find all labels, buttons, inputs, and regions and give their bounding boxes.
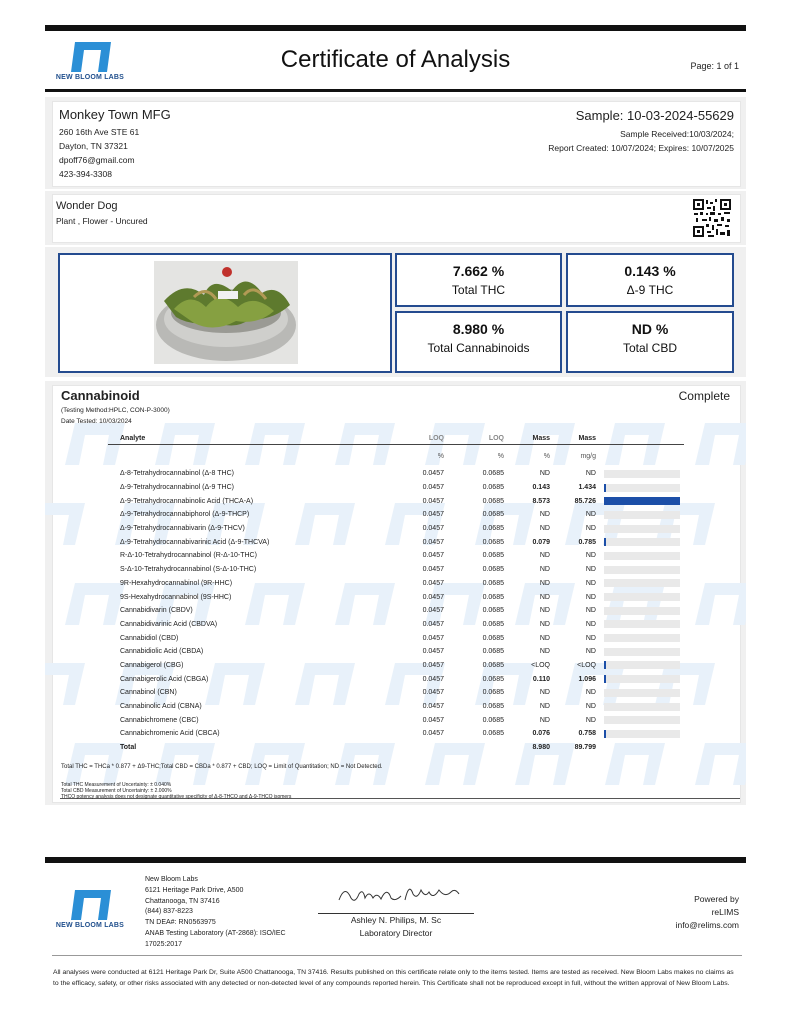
analyte-loq: 0.0685	[482, 484, 504, 492]
kpi-d9-thc	[566, 253, 734, 307]
analyte-name: Cannabinol (CBN)	[120, 689, 177, 697]
analyte-bar-fill	[604, 661, 606, 669]
signature-image	[335, 880, 465, 908]
analyte-bar-cell	[596, 577, 684, 591]
analyte-lod: 0.0457	[422, 470, 444, 478]
unit-loq: %	[497, 452, 504, 460]
analyte-mass-pct: 0.110	[532, 675, 550, 683]
analyte-name: Cannabichromenic Acid (CBCA)	[120, 730, 220, 738]
analyte-bar-track	[604, 661, 680, 669]
kpi-d9-thc-value: 0.143 %	[624, 263, 676, 279]
analyte-loq: 0.0685	[482, 675, 504, 683]
header-rule	[45, 89, 746, 92]
analyte-bar-track	[604, 703, 680, 711]
analyte-name: R-Δ-10-Tetrahydrocannabinol (R-Δ-10-THC)	[120, 552, 257, 560]
analyte-loq: 0.0685	[482, 566, 504, 574]
top-rule	[45, 25, 746, 31]
analyte-lod: 0.0457	[422, 716, 444, 724]
analyte-mass-mg: ND	[585, 634, 596, 642]
analyte-bar-cell	[596, 645, 684, 659]
table-row	[108, 549, 684, 563]
header-mass-mg: Mass	[550, 432, 596, 445]
analyte-lod: 0.0457	[422, 538, 444, 546]
analyte-lod: 0.0457	[422, 593, 444, 601]
table-row	[108, 604, 684, 618]
product-type: Plant , Flower - Uncured	[56, 216, 148, 226]
analyte-mass-pct: ND	[539, 511, 550, 519]
analyte-bar-cell	[596, 508, 684, 522]
analyte-bar-cell	[596, 618, 684, 632]
analyte-lod: 0.0457	[422, 675, 444, 683]
analyte-mass-mg: ND	[585, 525, 596, 533]
table-row	[108, 631, 684, 645]
analyte-mass-pct: 0.076	[532, 730, 550, 738]
analyte-bar-cell	[596, 672, 684, 686]
analyte-bar-track	[604, 497, 680, 505]
kpi-total-cannabinoids	[395, 311, 562, 373]
analyte-name: Cannabidivarinic Acid (CBDVA)	[120, 620, 218, 628]
analyte-mass-mg: 1.096	[578, 675, 596, 683]
footer-addr2: Chattanooga, TN 37416	[145, 897, 220, 905]
total-label: Total	[120, 744, 137, 752]
analyte-loq: 0.0685	[482, 552, 504, 560]
analyte-lod: 0.0457	[422, 511, 444, 519]
table-row	[108, 590, 684, 604]
analyte-bar-track	[604, 511, 680, 519]
analyte-bar-track	[604, 593, 680, 601]
analyte-bar-cell	[596, 549, 684, 563]
date-tested: Date Tested: 10/03/2024	[61, 418, 132, 425]
analyte-bar-fill	[604, 675, 606, 683]
analyte-bar-cell	[596, 563, 684, 577]
analyte-mass-pct: ND	[539, 703, 550, 711]
kpi-total-cbd-value: ND %	[631, 321, 669, 337]
analyte-mass-pct: 0.079	[532, 538, 550, 546]
analyte-bar-track	[604, 634, 680, 642]
analyte-bar-track	[604, 579, 680, 587]
analyte-name: Δ-9-Tetrahydrocannabivarinic Acid (Δ-9-THCVA)	[120, 538, 270, 546]
analyte-lod: 0.0457	[422, 620, 444, 628]
footer-dea: TN DEA#: RN0563975	[145, 919, 216, 927]
analyte-bar-track	[604, 675, 680, 683]
analyte-bar-track	[604, 538, 680, 546]
footer-phone: (844) 837-8223	[145, 908, 193, 916]
footer-logo-mark-icon	[67, 888, 113, 920]
header-mass-pct: Mass	[504, 432, 550, 445]
analyte-loq: 0.0685	[482, 716, 504, 724]
client-address	[59, 125, 139, 181]
analyte-loq: 0.0685	[482, 620, 504, 628]
analyte-mass-pct: ND	[539, 607, 550, 615]
table-row	[108, 481, 684, 495]
analyte-loq: 0.0685	[482, 497, 504, 505]
sample-photo	[154, 261, 298, 364]
table-total-row	[108, 741, 684, 755]
analyte-lod: 0.0457	[422, 648, 444, 656]
analyte-bar-cell	[596, 700, 684, 714]
table-row	[108, 727, 684, 741]
table-row	[108, 494, 684, 508]
header-lod: LOQ	[388, 432, 444, 445]
analyte-bar-track	[604, 484, 680, 492]
analyte-mass-pct: 0.143	[532, 484, 550, 492]
footer-rule	[45, 857, 746, 863]
analyte-bar-track	[604, 689, 680, 697]
analyte-mass-mg: 0.785	[578, 538, 596, 546]
analyte-loq: 0.0685	[482, 579, 504, 587]
analyte-bar-cell	[596, 659, 684, 673]
analyte-loq: 0.0685	[482, 661, 504, 669]
analyte-bar-cell	[596, 481, 684, 495]
page-title: Certificate of Analysis	[280, 46, 511, 73]
kpi-d9-thc-label: Δ-9 THC	[626, 283, 674, 297]
table-row	[108, 659, 684, 673]
analyte-bar-track	[604, 648, 680, 656]
note-thco: THCO potency analysis does not designate quantitative specificity of Δ-8-THCO and Δ-9-THCO isomers	[61, 794, 292, 800]
analyte-bar-track	[604, 470, 680, 478]
analyte-mass-pct: ND	[539, 552, 550, 560]
analyte-bar-fill	[604, 730, 606, 738]
analyte-mass-pct: 8.573	[532, 497, 550, 505]
analyte-mass-pct: ND	[539, 648, 550, 656]
analyte-loq: 0.0685	[482, 730, 504, 738]
analyte-mass-mg: ND	[585, 648, 596, 656]
note-cbd-uncertainty: Total CBD Measurement of Uncertainty: ± 2.000%	[61, 788, 172, 794]
analyte-bar-track	[604, 525, 680, 533]
analyte-mass-mg: ND	[585, 620, 596, 628]
analyte-name: Cannabigerol (CBG)	[120, 661, 184, 669]
analyte-name: 9R-Hexahydrocannabinol (9R-HHC)	[120, 579, 233, 587]
note-formula: Total THC = THCa * 0.877 + Δ9-THC;Total CBD = CBDa * 0.877 + CBD; LOQ = Limit of Quantitation; ND = Not Detected.	[61, 764, 383, 770]
analyte-mass-pct: ND	[539, 566, 550, 574]
analyte-bar-fill	[604, 497, 680, 505]
analyte-lod: 0.0457	[422, 730, 444, 738]
table-row	[108, 645, 684, 659]
table-units-row	[108, 445, 684, 468]
client-phone: 423-394-3308	[59, 169, 112, 179]
analyte-mass-mg: ND	[585, 593, 596, 601]
table-row	[108, 535, 684, 549]
report-created: Report Created: 10/07/2024; Expires: 10/07/2025	[548, 143, 734, 153]
sample-photo-frame	[58, 253, 392, 373]
analyte-lod: 0.0457	[422, 689, 444, 697]
analyte-bar-fill	[604, 484, 606, 492]
unit-analyte	[108, 445, 388, 468]
analyte-name: Cannabigerolic Acid (CBGA)	[120, 675, 209, 683]
analyte-name: Δ-8-Tetrahydrocannabinol (Δ-8 THC)	[120, 470, 235, 478]
analyte-mass-pct: ND	[539, 716, 550, 724]
analyte-mass-pct: ND	[539, 620, 550, 628]
analyte-bar-track	[604, 566, 680, 574]
page-number: Page: 1 of 1	[690, 61, 739, 71]
analyte-bar-track	[604, 716, 680, 724]
powered-by-brand: reLIMS	[711, 907, 739, 917]
footer-logo-text: NEW BLOOM LABS	[55, 922, 125, 929]
analyte-name: Cannabidiolic Acid (CBDA)	[120, 648, 204, 656]
analyte-name: Cannabidivarin (CBDV)	[120, 607, 193, 615]
unit-mass-mg: mg/g	[580, 452, 596, 460]
table-row	[108, 577, 684, 591]
signer-block	[318, 914, 474, 940]
section-title: Cannabinoid	[61, 388, 140, 403]
disclaimer: All analyses were conducted at 6121 Heritage Park Dr, Suite A500 Chattanooga, TN 37416. Results published on this certificate relate only to the items tested. Items are tested as received. New Bloom Labs makes no claims as to the efficacy, safety, or other risks associated with any detected or non-detected level of any compounds reported herein. This Certificate shall not be reproduced except in full, without the written approval of New Bloom Labs.	[53, 969, 734, 987]
analyte-lod: 0.0457	[422, 497, 444, 505]
analyte-mass-pct: ND	[539, 634, 550, 642]
analyte-bar-cell	[596, 494, 684, 508]
analyte-mass-mg: ND	[585, 579, 596, 587]
analyte-bar-track	[604, 607, 680, 615]
logo-text: NEW BLOOM LABS	[55, 74, 125, 81]
sample-dates	[548, 127, 734, 155]
analyte-bar-cell	[596, 522, 684, 536]
sample-id: Sample: 10-03-2024-55629	[575, 108, 734, 123]
analyte-bar-cell	[596, 713, 684, 727]
footer-lab-info	[145, 875, 286, 951]
analyte-name: Δ-9-Tetrahydrocannabinol (Δ-9 THC)	[120, 484, 235, 492]
analyte-mass-pct: ND	[539, 525, 550, 533]
client-email: dpoff76@gmail.com	[59, 155, 135, 165]
results-table	[108, 432, 684, 754]
table-row	[108, 686, 684, 700]
analyte-mass-mg: ND	[585, 511, 596, 519]
analyte-name: 9S-Hexahydrocannabinol (9S-HHC)	[120, 593, 232, 601]
product-panel	[52, 194, 741, 243]
table-row	[108, 563, 684, 577]
header-loq: LOQ	[444, 432, 504, 445]
analyte-lod: 0.0457	[422, 525, 444, 533]
analyte-mass-mg: ND	[585, 566, 596, 574]
kpi-total-thc	[395, 253, 562, 307]
total-mass-pct: 8.980	[532, 744, 550, 752]
analyte-bar-cell	[596, 686, 684, 700]
client-name: Monkey Town MFG	[59, 107, 171, 122]
analyte-mass-mg: 1.434	[578, 484, 596, 492]
analyte-mass-pct: ND	[539, 470, 550, 478]
header-analyte: Analyte	[108, 432, 388, 445]
analyte-mass-pct: ND	[539, 579, 550, 587]
kpi-total-thc-label: Total THC	[451, 283, 506, 297]
powered-by-label: Powered by	[694, 894, 739, 904]
footer-lab-name: New Bloom Labs	[145, 876, 198, 883]
analyte-lod: 0.0457	[422, 552, 444, 560]
kpi-total-cbd	[566, 311, 734, 373]
section-status: Complete	[678, 389, 730, 403]
analyte-name: Δ-9-Tetrahydrocannabivarin (Δ-9-THCV)	[120, 525, 245, 533]
analyte-mass-mg: 85.726	[574, 497, 596, 505]
analyte-loq: 0.0685	[482, 538, 504, 546]
powered-by-email[interactable]: info@relims.com	[675, 920, 739, 930]
kpi-total-cannabinoids-label: Total Cannabinoids	[427, 341, 530, 355]
analyte-lod: 0.0457	[422, 634, 444, 642]
table-row	[108, 618, 684, 632]
analyte-lod: 0.0457	[422, 579, 444, 587]
analyte-lod: 0.0457	[422, 607, 444, 615]
analyte-loq: 0.0685	[482, 470, 504, 478]
analyte-mass-pct: ND	[539, 593, 550, 601]
analyte-loq: 0.0685	[482, 511, 504, 519]
analyte-mass-mg: ND	[585, 716, 596, 724]
table-row	[108, 700, 684, 714]
table-row	[108, 508, 684, 522]
analyte-mass-mg: ND	[585, 607, 596, 615]
analyte-loq: 0.0685	[482, 703, 504, 711]
analyte-name: Cannabinolic Acid (CBNA)	[120, 703, 202, 711]
table-row	[108, 713, 684, 727]
kpi-total-cannabinoids-value: 8.980 %	[452, 321, 505, 337]
footer-addr1: 6121 Heritage Park Drive, A500	[145, 886, 244, 894]
total-mass-mg: 89.799	[574, 744, 596, 752]
unit-lod: %	[437, 452, 444, 460]
analyte-loq: 0.0685	[482, 525, 504, 533]
client-address-line1: 260 16th Ave STE 61	[59, 127, 140, 137]
footer-anab1: ANAB Testing Laboratory (AT-2868): ISO/IEC	[145, 929, 286, 937]
client-panel	[52, 101, 741, 187]
analyte-mass-mg: <LOQ	[577, 661, 596, 669]
analyte-name: Cannabidiol (CBD)	[120, 634, 179, 642]
analyte-lod: 0.0457	[422, 703, 444, 711]
analyte-bar-fill	[604, 538, 606, 546]
analyte-name: Δ-9-Tetrahydrocannabinolic Acid (THCA-A)	[120, 497, 254, 505]
client-address-line2: Dayton, TN 37321	[59, 141, 128, 151]
analyte-bar-cell	[596, 590, 684, 604]
powered-by	[676, 893, 739, 932]
analyte-lod: 0.0457	[422, 566, 444, 574]
table-row	[108, 467, 684, 481]
testing-method: (Testing Method:HPLC, CON-P-3000)	[61, 407, 170, 414]
analyte-bar-track	[604, 730, 680, 738]
analyte-loq: 0.0685	[482, 689, 504, 697]
analyte-bar-track	[604, 552, 680, 560]
table-row	[108, 522, 684, 536]
table-row	[108, 672, 684, 686]
analyte-bar-track	[604, 620, 680, 628]
analyte-name: Δ-9-Tetrahydrocannabiphorol (Δ-9-THCP)	[120, 511, 250, 519]
unit-mass-pct: %	[543, 452, 550, 460]
analyte-mass-mg: ND	[585, 552, 596, 560]
analyte-bar-cell	[596, 631, 684, 645]
analyte-bar-cell	[596, 535, 684, 549]
analyte-loq: 0.0685	[482, 648, 504, 656]
notes-uncertainty	[61, 782, 291, 800]
analyte-bar-cell	[596, 467, 684, 481]
analyte-bar-cell	[596, 727, 684, 741]
analyte-bar-cell	[596, 604, 684, 618]
footer-anab2: 17025:2017	[145, 940, 182, 948]
analyte-mass-mg: ND	[585, 689, 596, 697]
kpi-total-cbd-label: Total CBD	[622, 341, 678, 355]
qr-code-icon[interactable]	[692, 198, 732, 243]
analyte-mass-mg: 0.758	[578, 730, 596, 738]
table-header-row	[108, 432, 684, 445]
analyte-loq: 0.0685	[482, 607, 504, 615]
footer-logo	[50, 888, 130, 929]
analyte-mass-pct: ND	[539, 689, 550, 697]
analyte-mass-mg: ND	[585, 703, 596, 711]
analyte-loq: 0.0685	[482, 593, 504, 601]
analyte-mass-mg: ND	[585, 470, 596, 478]
analyte-name: S-Δ-10-Tetrahydrocannabinol (S-Δ-10-THC)	[120, 566, 257, 574]
analyte-lod: 0.0457	[422, 661, 444, 669]
analyte-loq: 0.0685	[482, 634, 504, 642]
disclaimer-rule	[52, 955, 742, 956]
signer-title: Laboratory Director	[359, 928, 433, 938]
sample-received: Sample Received:10/03/2024;	[620, 129, 734, 139]
analyte-lod: 0.0457	[422, 484, 444, 492]
product-name: Wonder Dog	[56, 200, 118, 212]
analyte-mass-pct: <LOQ	[531, 661, 550, 669]
note-thc-uncertainty: Total THC Measurement of Uncertainty: ± 0.040%	[61, 782, 172, 788]
kpi-total-thc-value: 7.662 %	[452, 263, 505, 279]
analyte-name: Cannabichromene (CBC)	[120, 716, 199, 724]
signer-name: Ashley N. Philips, M. Sc	[350, 915, 442, 925]
